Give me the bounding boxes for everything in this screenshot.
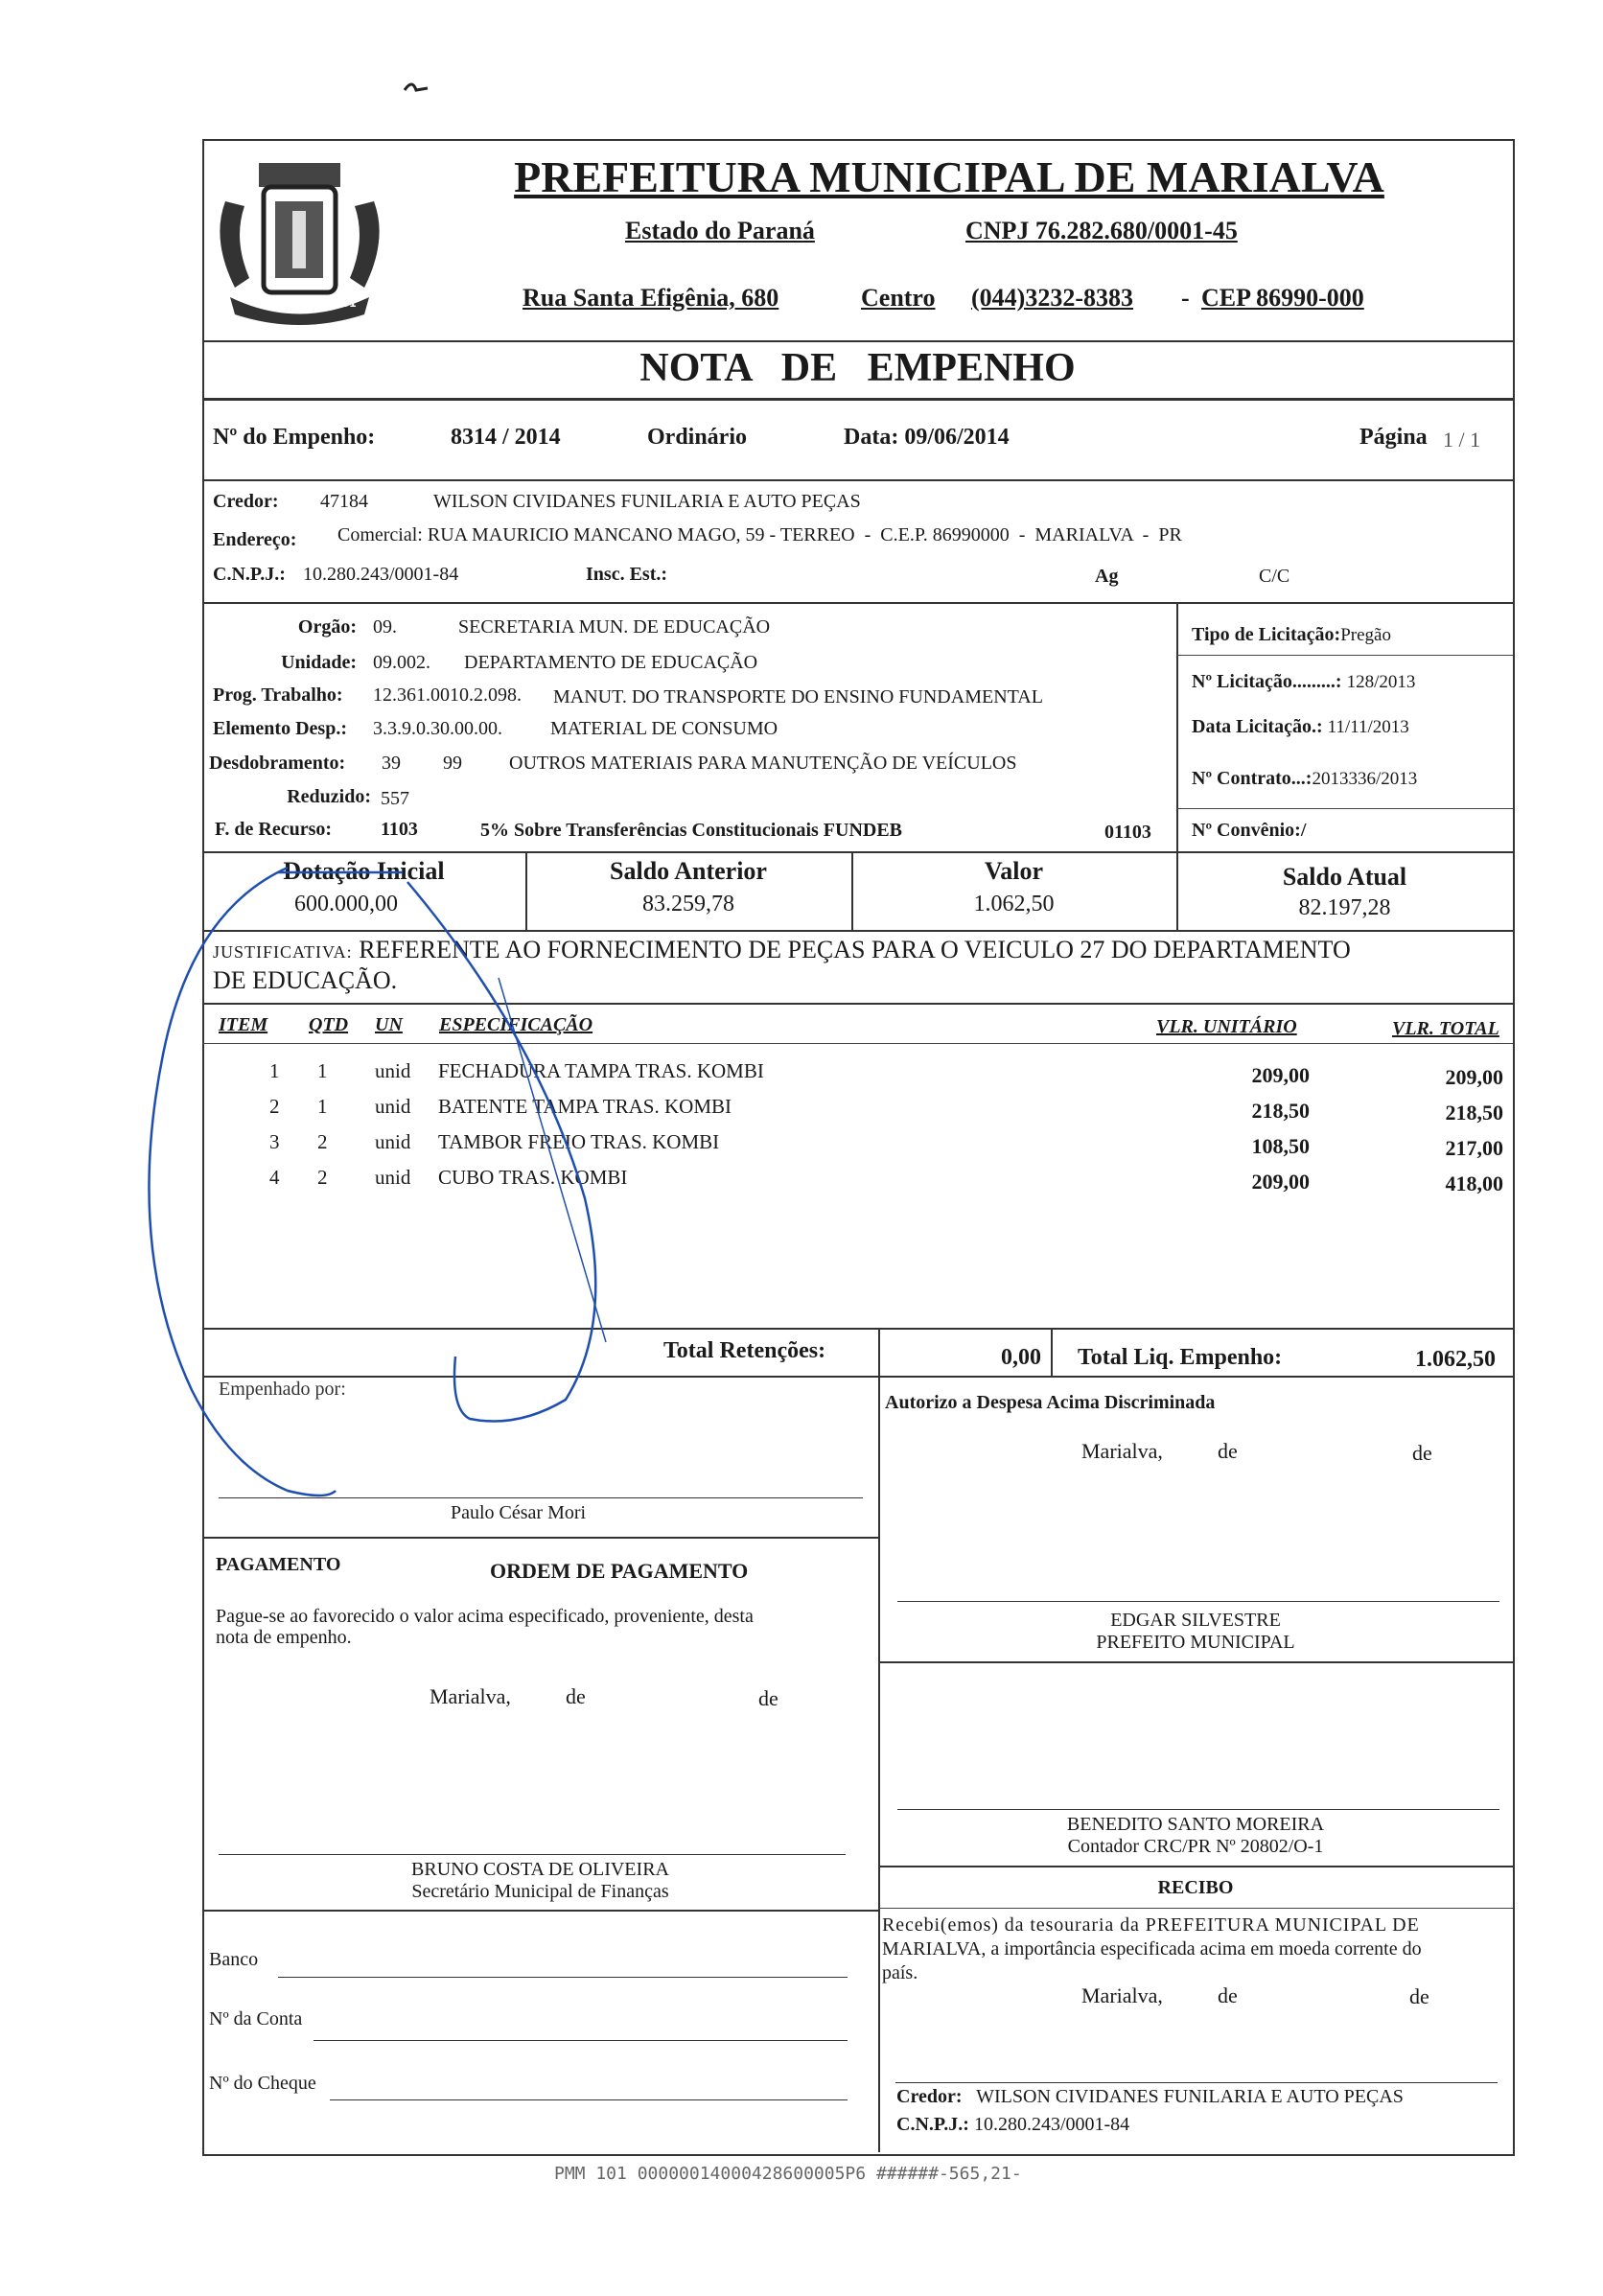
item-spec: CUBO TRAS. KOMBI: [438, 1166, 628, 1189]
item-number: 1: [269, 1059, 280, 1082]
divider: [878, 1908, 1513, 1909]
divider: [202, 851, 1513, 853]
cc-label: C/C: [1259, 566, 1290, 587]
data-licitacao-label: Data Licitação.:: [1192, 716, 1323, 737]
ag-label: Ag: [1095, 566, 1119, 587]
contador-role: Contador CRC/PR Nº 20802/O-1: [1067, 1836, 1324, 1857]
unidade-code: 09.002.: [373, 652, 430, 673]
convenio-label: Nº Convênio:/: [1192, 820, 1307, 841]
item-unit: unid: [375, 1166, 411, 1189]
header-cnpj: CNPJ 76.282.680/0001-45: [965, 217, 1238, 244]
scan-mark: [403, 77, 431, 96]
desdobramento-label: Desdobramento:: [209, 753, 346, 774]
divider: [202, 602, 1513, 604]
recibo-text: [882, 1913, 1500, 1985]
conta-field[interactable]: [314, 2040, 848, 2041]
banco-label: Banco: [209, 1949, 259, 1970]
document-title: NOTA DE EMPENHO: [639, 346, 1076, 390]
tipo-licitacao: [1192, 624, 1391, 646]
cheque-field[interactable]: [330, 2099, 848, 2100]
autorizo-text: Autorizo a Despesa Acima Discriminada: [885, 1392, 1216, 1413]
address-label: Endereço:: [213, 529, 297, 550]
item-unit-price: 218,50: [1251, 1099, 1310, 1123]
seal-text: MARIALVA 1951: [264, 297, 357, 310]
divider: [202, 1328, 1513, 1330]
conta-label: Nº da Conta: [209, 2008, 303, 2029]
signature-line: [897, 1601, 1499, 1602]
recibo-cnpj-value: 10.280.243/0001-84: [973, 2114, 1130, 2135]
item-total: 218,50: [1445, 1101, 1503, 1125]
credor-cnpj: 10.280.243/0001-84: [303, 564, 459, 585]
empenho-number: 8314 / 2014: [451, 425, 561, 450]
cheque-label: Nº do Cheque: [209, 2073, 316, 2094]
header-phone: (044)3232-8383: [971, 284, 1133, 312]
item-qtd: 1: [317, 1059, 328, 1082]
col-total-header: VLR. TOTAL: [1392, 1018, 1499, 1039]
col-qtd-header: QTD: [309, 1014, 349, 1035]
pagamento-city: Marialva,: [430, 1684, 511, 1708]
orgao-label: Orgão:: [297, 616, 357, 638]
divider: [202, 398, 1513, 401]
state-name: Estado do Paraná: [625, 217, 815, 244]
banco-field[interactable]: [278, 1977, 848, 1978]
signature-line: [219, 1497, 863, 1498]
recibo-city: Marialva,: [1081, 1983, 1163, 2007]
saldo-anterior-label: Saldo Anterior: [610, 857, 767, 885]
divider: [878, 1376, 880, 2152]
ordem-pagamento-label: ORDEM DE PAGAMENTO: [490, 1559, 749, 1583]
autorizo-city: Marialva,: [1081, 1439, 1163, 1463]
data-licitacao-value: 11/11/2013: [1327, 717, 1409, 737]
contador-name: BENEDITO SANTO MOREIRA: [1066, 1814, 1325, 1835]
numero-licitacao: [1192, 671, 1415, 693]
signature-line: [895, 2082, 1498, 2083]
recibo-line2: MARIALVA, a importância especificada acima em moeda corrente do: [882, 1938, 1422, 1960]
item-qtd: 1: [317, 1095, 328, 1118]
tipo-licitacao-value: Pregão: [1340, 625, 1391, 645]
recurso-code: 1103: [381, 819, 418, 840]
numero-licitacao-value: 128/2013: [1346, 672, 1416, 692]
recibo-credor-label: Credor:: [896, 2086, 963, 2107]
total-liquido-value: 1.062,50: [1415, 1347, 1496, 1372]
item-unit-price: 209,00: [1251, 1170, 1310, 1194]
item-unit-price: 209,00: [1251, 1063, 1310, 1087]
page-label: Página: [1359, 425, 1428, 450]
secretario-role: Secretário Municipal de Finanças: [411, 1881, 669, 1902]
empenhado-por-name: Paulo César Mori: [451, 1502, 587, 1523]
orgao-code: 09.: [373, 616, 397, 638]
divider: [878, 1661, 1513, 1663]
signature-line: [897, 1809, 1499, 1810]
numero-licitacao-label: Nº Licitação.........:: [1192, 671, 1342, 692]
justificativa-text: REFERENTE AO FORNECIMENTO DE PEÇAS PARA O VEICULO 27 DO DEPARTAMENTO: [359, 936, 1351, 963]
divider: [202, 340, 1513, 342]
unidade-name: DEPARTAMENTO DE EDUCAÇÃO: [464, 652, 758, 673]
prog-label: Prog. Trabalho:: [213, 684, 343, 706]
reduzido-label: Reduzido:: [287, 786, 371, 807]
justificativa-label: JUSTIFICATIVA:: [213, 942, 353, 962]
divider: [202, 1910, 878, 1912]
orgao-name: SECRETARIA MUN. DE EDUCAÇÃO: [458, 616, 771, 638]
divider: [878, 1866, 1513, 1867]
dotacao-inicial-value: 600.000,00: [294, 892, 398, 916]
signature-line: [219, 1854, 846, 1855]
valor-label: Valor: [984, 857, 1044, 885]
desdobramento-code1: 39: [382, 753, 401, 774]
divider: [202, 479, 1513, 481]
divider: [202, 1537, 878, 1539]
recibo-cnpj: [896, 2114, 1129, 2136]
total-retencoes-label: Total Retenções:: [663, 1338, 826, 1363]
divider: [1176, 808, 1513, 809]
table-row: [202, 1130, 1511, 1159]
empenho-date: Data: 09/06/2014: [844, 425, 1010, 450]
justificativa: [213, 936, 1507, 995]
recibo-line1: Recebi(emos) da tesouraria da PREFEITURA MUNICIPAL DE: [882, 1914, 1420, 1936]
item-spec: BATENTE TAMPA TRAS. KOMBI: [438, 1095, 732, 1118]
dotacao-inicial-label: Dotação Inicial: [283, 857, 445, 885]
divider: [1176, 655, 1513, 656]
secretario-name: BRUNO COSTA DE OLIVEIRA: [411, 1859, 669, 1880]
item-total: 418,00: [1445, 1171, 1503, 1195]
item-spec: TAMBOR FREIO TRAS. KOMBI: [438, 1130, 720, 1153]
footer-code: PMM 101 00000014000428600005P6 ######-565,21-: [554, 2164, 1022, 2184]
numero-contrato-value: 2013336/2013: [1312, 769, 1418, 789]
saldo-atual-value: 82.197,28: [1298, 895, 1391, 920]
empenho-type: Ordinário: [647, 425, 748, 450]
pague-se-text: [216, 1606, 754, 1648]
item-unit-price: 108,50: [1251, 1134, 1310, 1158]
desdobramento-name: OUTROS MATERIAIS PARA MANUTENÇÃO DE VEÍCULOS: [509, 753, 1017, 774]
recibo-credor-name: WILSON CIVIDANES FUNILARIA E AUTO PEÇAS: [976, 2086, 1404, 2107]
page-value: 1 / 1: [1443, 428, 1481, 452]
insc-label: Insc. Est.:: [586, 564, 668, 585]
header-address: Rua Santa Efigênia, 680: [523, 284, 779, 312]
pague-se-line2: nota de empenho.: [216, 1627, 352, 1648]
desdobramento-code2: 99: [443, 753, 462, 774]
total-retencoes-value: 0,00: [1001, 1345, 1041, 1370]
pagamento-de1: de: [566, 1684, 586, 1708]
header-dash: -: [1181, 284, 1190, 312]
unidade-label: Unidade:: [281, 652, 357, 673]
elemento-code: 3.3.9.0.30.00.00.: [373, 718, 502, 739]
credor-code: 47184: [320, 491, 368, 512]
table-row: [202, 1059, 1511, 1088]
item-total: 209,00: [1445, 1065, 1503, 1089]
recurso-number: 01103: [1104, 822, 1151, 843]
item-unit: unid: [375, 1130, 411, 1153]
justificativa-text-cont: DE EDUCAÇÃO.: [213, 966, 398, 994]
item-number: 2: [269, 1095, 280, 1118]
credor-name: WILSON CIVIDANES FUNILARIA E AUTO PEÇAS: [433, 491, 861, 512]
empenhado-por-label: Empenhado por:: [219, 1379, 346, 1400]
recibo-line3: país.: [882, 1962, 918, 1983]
credor-address: Comercial: RUA MAURICIO MANCANO MAGO, 59 - TERREO - C.E.P. 86990000 - MARIALVA - PR: [337, 524, 1182, 545]
saldo-anterior-value: 83.259,78: [642, 892, 734, 916]
elemento-name: MATERIAL DE CONSUMO: [550, 718, 778, 739]
empenho-label: Nº do Empenho:: [213, 425, 376, 450]
item-qtd: 2: [317, 1130, 328, 1153]
municipal-seal: [206, 144, 393, 336]
item-number: 4: [269, 1166, 280, 1189]
header-district: Centro: [861, 284, 936, 312]
col-un-header: UN: [375, 1014, 403, 1035]
item-total: 217,00: [1445, 1136, 1503, 1160]
numero-contrato-label: Nº Contrato...:: [1192, 768, 1313, 789]
recibo-de1: de: [1218, 1983, 1238, 2007]
recibo-credor: [896, 2086, 1404, 2108]
recurso-name: 5% Sobre Transferências Constitucionais FUNDEB: [480, 820, 903, 841]
prefeito-role: PREFEITO MUNICIPAL: [1096, 1632, 1295, 1653]
divider: [202, 1043, 1513, 1044]
item-spec: FECHADURA TAMPA TRAS. KOMBI: [438, 1059, 764, 1082]
numero-contrato: [1192, 768, 1417, 790]
recibo-cnpj-label: C.N.P.J.:: [896, 2114, 969, 2135]
col-spec-header: ESPECIFICAÇÃO: [439, 1014, 593, 1035]
divider: [202, 1376, 1513, 1378]
item-qtd: 2: [317, 1166, 328, 1189]
total-liquido-label: Total Liq. Empenho:: [1078, 1345, 1283, 1370]
prog-code: 12.361.0010.2.098.: [373, 684, 522, 706]
valor-value: 1.062,50: [973, 892, 1055, 916]
credor-cnpj-label: C.N.P.J.:: [213, 564, 286, 585]
pague-se-line1: Pague-se ao favorecido o valor acima especificado, proveniente, desta: [216, 1606, 754, 1627]
table-row: [202, 1095, 1511, 1124]
autorizo-de1: de: [1218, 1439, 1238, 1463]
header-cep: CEP 86990-000: [1201, 284, 1364, 312]
elemento-label: Elemento Desp.:: [213, 718, 347, 739]
prog-name: MANUT. DO TRANSPORTE DO ENSINO FUNDAMENTAL: [553, 686, 1043, 707]
municipality-title: PREFEITURA MUNICIPAL DE MARIALVA: [514, 152, 1384, 201]
prefeito-name: EDGAR SILVESTRE: [1110, 1610, 1281, 1631]
divider: [202, 1003, 1513, 1005]
item-number: 3: [269, 1130, 280, 1153]
reduzido-value: 557: [381, 788, 409, 809]
saldo-atual-label: Saldo Atual: [1282, 863, 1407, 891]
tipo-licitacao-label: Tipo de Licitação:: [1192, 624, 1341, 645]
col-unit-header: VLR. UNITÁRIO: [1156, 1016, 1297, 1037]
recurso-label: F. de Recurso:: [215, 819, 333, 840]
divider: [1176, 602, 1178, 851]
pagamento-label: PAGAMENTO: [216, 1554, 341, 1575]
recibo-de2: de: [1409, 1984, 1429, 2008]
autorizo-de2: de: [1412, 1441, 1432, 1465]
item-unit: unid: [375, 1095, 411, 1118]
recibo-label: RECIBO: [1157, 1877, 1234, 1898]
credor-label: Credor:: [213, 491, 279, 512]
divider: [202, 930, 1513, 932]
data-licitacao: [1192, 716, 1409, 738]
table-row: [202, 1166, 1511, 1194]
divider: [1051, 1328, 1053, 1376]
col-item-header: ITEM: [219, 1014, 268, 1035]
item-unit: unid: [375, 1059, 411, 1082]
pagamento-de2: de: [758, 1686, 778, 1710]
